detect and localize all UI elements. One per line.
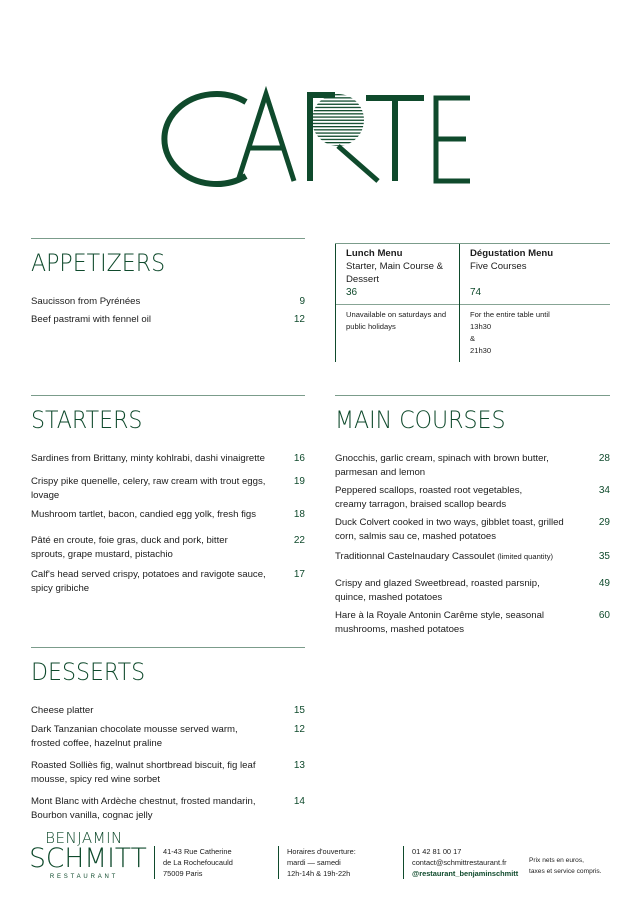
menu-title (0, 78, 640, 198)
dish-price: 34 (598, 485, 610, 496)
footer (0, 830, 640, 890)
section-title: STARTERS (31, 406, 143, 434)
dish-name: Dark Tanzanian chocolate mousse served warm, frosted coffee, hazelnut praline (31, 724, 238, 749)
title-letter-t (366, 98, 424, 181)
contact-block (403, 846, 536, 879)
dish-name: Traditionnal Castelnaudary Cassoulet (limited quantity) (335, 551, 554, 562)
menu-description: Starter, Main Course & Dessert (346, 261, 444, 285)
dish-price: 14 (293, 796, 305, 807)
menu-note: For the entire table until (470, 310, 550, 319)
menu-item (31, 759, 305, 787)
dish-price: 16 (293, 453, 305, 464)
appetizers-section (31, 238, 305, 331)
section-title: APPETIZERS (31, 249, 166, 277)
menu-divider (336, 304, 459, 305)
dish-price: 49 (598, 578, 610, 589)
menu-item (335, 550, 610, 564)
restaurant-logo (28, 829, 147, 880)
dish-name: Gnocchis, garlic cream, spinach with brown butter, parmesan and lemon (335, 453, 549, 478)
dish-name: Sardines from Brittany, minty kohlrabi, dashi vinaigrette (31, 453, 265, 464)
dish-price: 29 (598, 517, 610, 528)
menu-item (31, 452, 305, 466)
dish-price: 60 (598, 610, 610, 621)
title-letter-e (436, 98, 470, 181)
dish-name: Cheese platter (31, 705, 94, 716)
title-letter-a (238, 94, 294, 181)
menu-item (31, 795, 305, 823)
menu-item (335, 516, 610, 544)
dish-name: Crispy pike quenelle, celery, raw cream with trout eggs, lovage (31, 476, 266, 501)
menu-note: Unavailable on saturdays and public holidays (346, 310, 447, 331)
menu-item-list (31, 452, 305, 596)
instagram-handle[interactable]: @restaurant_benjaminschmitt (412, 869, 519, 878)
phone-number: 01 42 81 00 17 (412, 847, 462, 856)
menu-item (31, 313, 305, 327)
section-title: MAIN COURSES (335, 406, 506, 434)
dish-name: Duck Colvert cooked in two ways, gibblet toast, grilled corn, salmis sau ce, mashed potatoes (335, 517, 564, 542)
logo-line-1: BENJAMIN (45, 829, 123, 847)
logo-line-3: RESTAURANT (49, 874, 119, 880)
set-menus (335, 243, 610, 362)
main-courses-section (335, 395, 610, 637)
opening-hours: Horaires d'ouverture: mardi — samedi 12h-14h & 19h-22h (278, 846, 397, 879)
dish-price: 12 (293, 724, 305, 735)
lunch-menu (335, 244, 459, 362)
dish-name: Mont Blanc with Ardèche chestnut, frosted mandarin, Bourbon vanilla, cognac jelly (31, 796, 256, 821)
title-letter-c (164, 94, 246, 184)
dish-price: 35 (598, 551, 610, 562)
dish-price: 15 (293, 705, 305, 716)
menu-name: Dégustation Menu (470, 248, 554, 259)
starters-section (31, 395, 305, 596)
dish-price: 13 (293, 760, 305, 771)
menu-time: 21h30 (470, 346, 492, 355)
menu-item (31, 295, 305, 309)
menu-item (31, 508, 305, 522)
price-note: Prix nets en euros, taxes et service compris. (529, 857, 602, 875)
dish-price: 9 (299, 296, 305, 307)
menu-description: Five Courses (470, 261, 527, 272)
dish-name: Peppered scallops, roasted root vegetables, creamy tarragon, braised scallop beards (335, 485, 523, 510)
dish-price: 28 (598, 453, 610, 464)
section-divider (31, 395, 305, 396)
menu-name: Lunch Menu (346, 248, 403, 259)
dish-price: 12 (293, 314, 305, 325)
section-divider (31, 238, 305, 239)
dish-price: 18 (293, 509, 305, 520)
menu-divider (460, 304, 610, 305)
dish-name: Mushroom tartlet, bacon, candied egg yolk, fresh figs (31, 509, 257, 520)
menu-item-list (31, 295, 305, 327)
menu-item (335, 484, 610, 512)
menu-item (31, 568, 305, 596)
menu-item-list (335, 452, 610, 637)
menu-time: 13h30 (470, 322, 492, 331)
email-link[interactable]: contact@schmittrestaurant.fr (412, 858, 507, 867)
menu-item (31, 723, 305, 751)
menu-item (335, 609, 610, 637)
menu-item (31, 534, 305, 562)
dish-note: (limited quantity) (497, 552, 554, 561)
dish-price: 22 (293, 535, 305, 546)
section-title: DESSERTS (31, 658, 146, 686)
menu-time: & (470, 334, 476, 343)
dish-name: Hare à la Royale Antonin Carême style, seasonal mushrooms, mashed potatoes (335, 610, 545, 635)
menu-item (335, 577, 610, 605)
dish-price: 17 (293, 569, 305, 580)
dish-name: Calf's head served crispy, potatoes and ravigote sauce, spicy gribiche (31, 569, 266, 594)
menu-item-list (31, 704, 305, 823)
dish-name: Roasted Solliès fig, walnut shortbread biscuit, fig leaf mousse, spicy red wine sorbet (31, 760, 256, 785)
degustation-menu (459, 244, 610, 362)
menu-price: 36 (346, 287, 358, 298)
dish-name: Beef pastrami with fennel oil (31, 314, 151, 325)
section-divider (31, 647, 305, 648)
title-letter-r (310, 94, 378, 181)
dish-price: 19 (293, 476, 305, 487)
dish-name: Crispy and glazed Sweetbread, roasted parsnip, quince, mashed potatoes (335, 578, 540, 603)
section-divider (335, 395, 610, 396)
desserts-section (31, 647, 305, 823)
menu-item (335, 452, 610, 480)
dish-name: Saucisson from Pyrénées (31, 296, 141, 307)
menu-item (31, 475, 305, 503)
address-block: 41-43 Rue Catherine de La Rochefoucauld 75009 Paris (154, 846, 273, 879)
menu-item (31, 704, 305, 718)
dish-name: Pâté en croute, foie gras, duck and pork, bitter sprouts, grape mustard, pistachio (31, 535, 228, 560)
menu-price: 74 (470, 287, 482, 298)
logo-line-2: SCHMITT (29, 843, 147, 874)
